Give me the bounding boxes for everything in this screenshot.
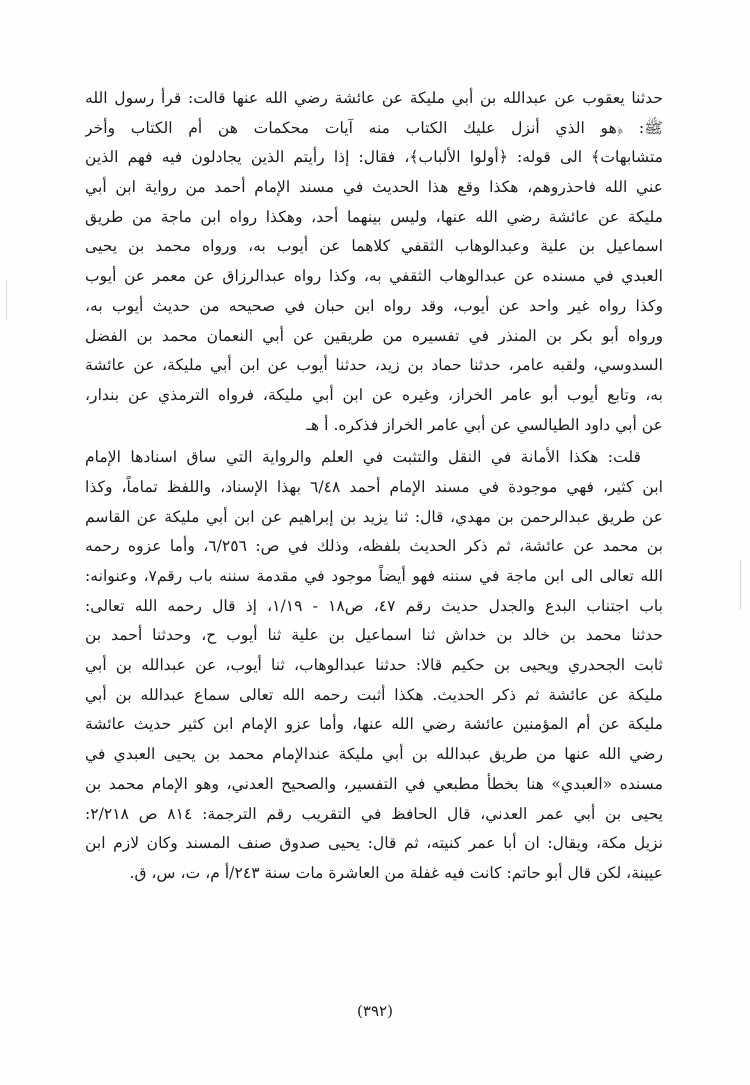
text-line: رضي الله عنها من طريق عبدالله بن أبي مليكة عندالإمام محمد بن يحيى العبدي في (85, 745, 663, 764)
text-line: مليكة عن عائشة ثم ذكر الحديث. هكذا أثبت رحمه الله تعالى سماع عبدالله بن أبي (85, 685, 663, 704)
text-line: ورواه أبو بكر بن المنذر في تفسيره من طريقين عن أبي النعمان محمد بن الفضل (85, 326, 663, 345)
text-line: العبدي في مسنده عن عبدالوهاب الثقفي به، وكذا رواه عبدالرزاق عن معمر عن أيوب (85, 267, 663, 286)
text-line: يحيى بن أبي عمر العدني، قال الحافظ في التقريب رقم الترجمة: ٨١٤ ص ٢/٢١٨: (85, 804, 663, 823)
text-line: عني الله فاحذروهم، هكذا وقع هذا الحديث في مسند الإمام أحمد من رواية ابن أبي (85, 178, 663, 197)
paragraph-1 (85, 84, 663, 440)
scan-edge-mark-left (6, 280, 7, 320)
text-line: قلت: هكذا الأمانة في النقل والتثبت في العلم والرواية التي ساق اسنادها الإمام (85, 448, 641, 467)
paragraph-2 (85, 443, 663, 888)
text-line: عن طريق عبدالرحمن بن مهدي، قال: ثنا يزيد بن إبراهيم عن ابن أبي مليكة عن القاسم (85, 507, 663, 526)
text-line: ابن كثير، فهي موجودة في مسند الإمام أحمد ٦/٤٨ بهذا الإسناد، واللفظ تماماً، وكذا (85, 477, 663, 496)
text-line: الله تعالى الى ابن ماجة في سننه فهو أيضاً موجود في مقدمة سننه باب رقم٧، وعنوانه: (85, 567, 663, 585)
text-line: عيينة، لكن قال أبو حاتم: كانت فيه غفلة من العاشرة مات سنة ٢٤٣/أ م، ت، س، ق. (129, 863, 663, 882)
text-line: باب اجتناب البدع والجدل حديث رقم ٤٧، ص١٨ - ١/١٩، إذ قال رحمه الله تعالى: (85, 596, 663, 615)
text-line: وكذا رواه غير واحد عن أيوب، وقد رواه ابن حبان في صحيحه من حديث أيوب به، (85, 296, 663, 315)
text-line: مليكة عن عائشة رضي الله عنها، وليس بينهما أحد، وهكذا رواه ابن ماجة من طريق (85, 207, 663, 226)
text-line: حدثنا محمد بن خالد بن خداش ثنا اسماعيل بن علية ثنا أيوب ح، وحدثنا أحمد بن (85, 626, 663, 645)
body-text (85, 84, 663, 889)
text-line: اسماعيل بن علية وعبدالوهاب الثقفي كلاهما عن أيوب به، ورواه محمد بن يحيى (85, 237, 663, 256)
page-number: (٣٩٢) (357, 1002, 393, 1020)
text-line: مسنده «العبدي» هنا بخطأ مطبعي في التفسير، والصحيح العدني، وهو الإمام محمد بن (85, 774, 663, 793)
text-line: ﷺ: ﴿هو الذي أنزل عليك الكتاب منه آيات محكمات هن أم الكتاب وأخر (85, 118, 663, 137)
scan-edge-mark-right (740, 560, 741, 610)
text-line: عن أبي داود الطيالسي عن أبي عامر الخراز فذكره. أ هـ (306, 415, 663, 434)
text-line: حدثنا يعقوب عن عبدالله بن أبي مليكة عن عائشة رضي الله عنها قالت: قرأ رسول الله (85, 89, 663, 107)
text-line: مليكة عن أم المؤمنين عائشة رضي الله عنها، وأما عزو الإمام ابن كثير حديث عائشة (85, 715, 663, 734)
text-line: بن محمد عن عائشة، ثم ذكر الحديث بلفظه، وذلك في ص: ٦/٢٥٦، وأما عزوه رحمه (85, 537, 663, 556)
text-line: متشابهات﴾ الى قوله: ﴿أولوا الألباب﴾، فقال: إذا رأيتم الذين يجادلون فيه فهم الذين (85, 148, 663, 167)
text-line: السدوسي، ولقبه عامر، حدثنا حماد بن زيد، حدثنا أيوب عن ابن أبي مليكة، عن عائشة (85, 356, 663, 375)
text-line: ثابت الجحدري ويحيى بن حكيم قالا: حدثنا عبدالوهاب، ثنا أيوب، عن عبدالله بن أبي (85, 656, 663, 675)
text-line: به، وتابع أيوب أبو عامر الخراز، وغيره عن ابن أبي مليكة، فرواه الترمذي عن بندار، (85, 385, 663, 404)
text-line: نزيل مكة، ويقال: ان أبا عمر كنيته، ثم قال: يحيى صدوق صنف المسند وكان لازم ابن (85, 834, 663, 853)
